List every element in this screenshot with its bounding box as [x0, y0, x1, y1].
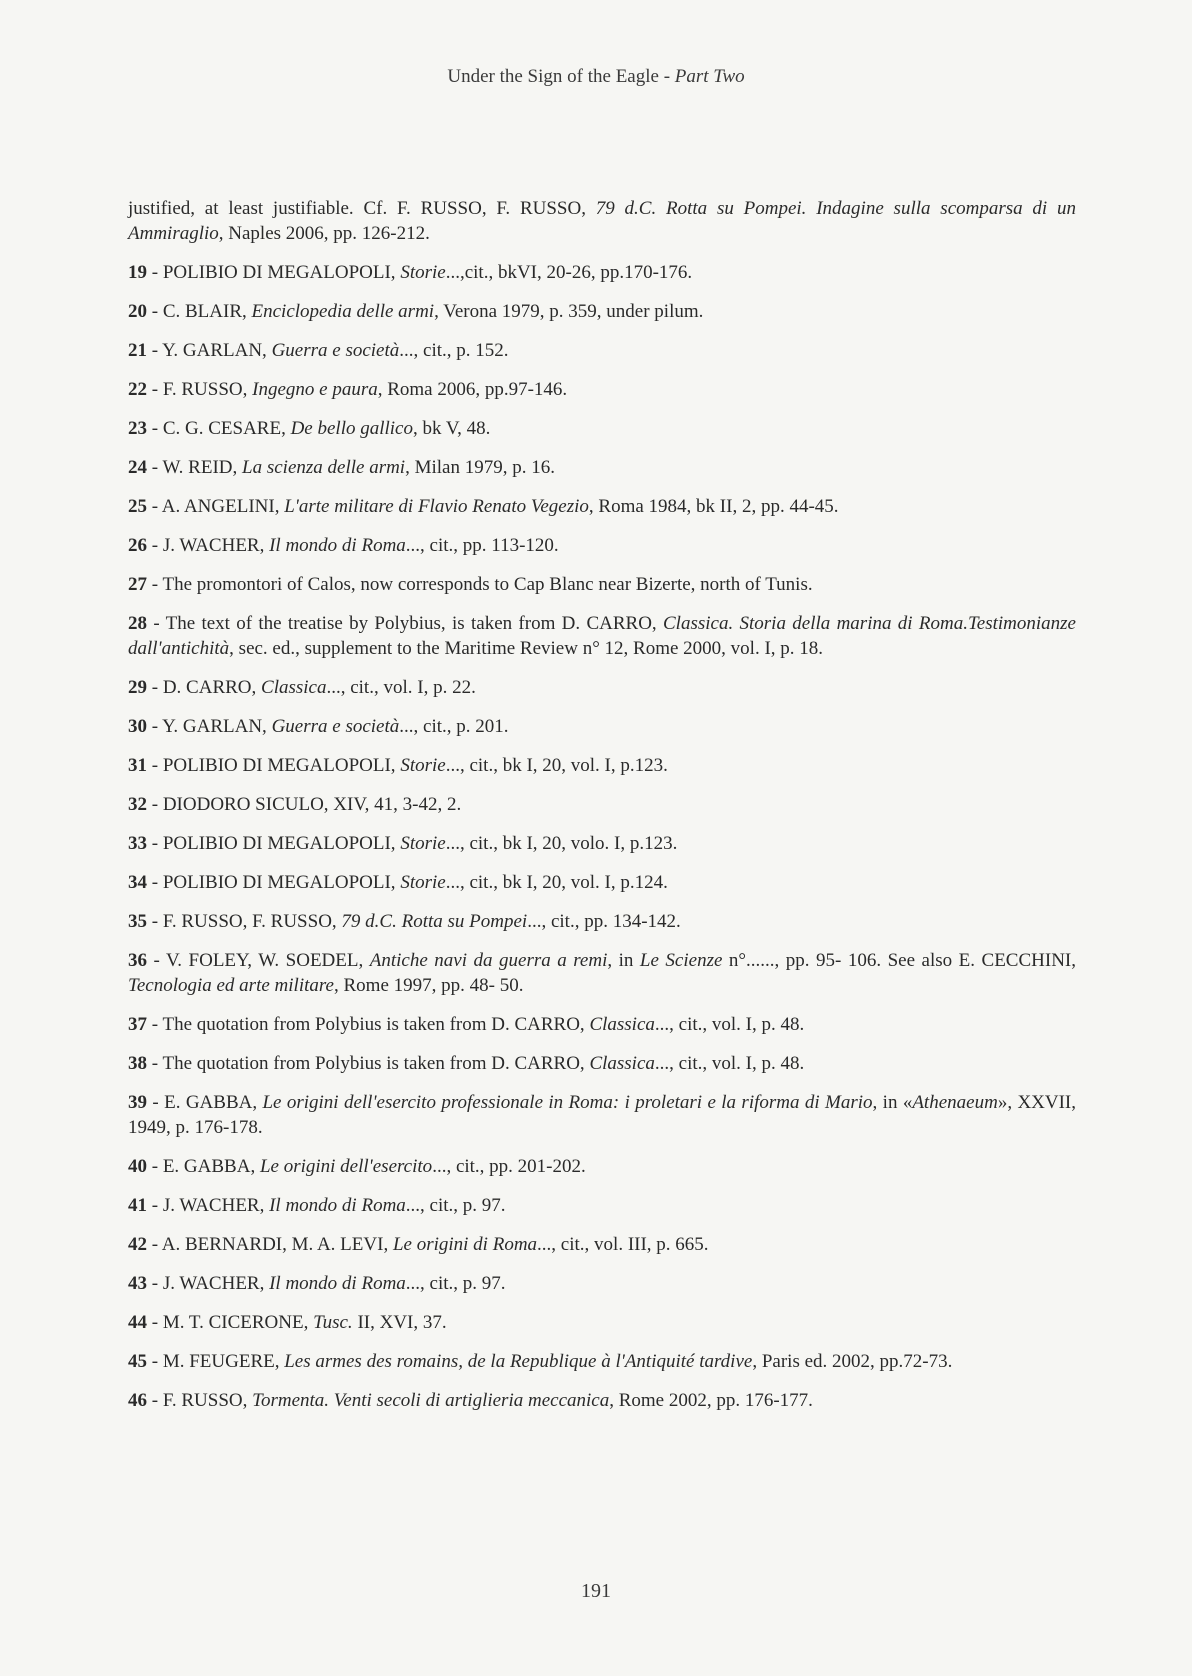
endnote-title: Tusc.	[313, 1312, 353, 1333]
endnote-title: La scienza delle armi	[242, 457, 406, 478]
endnote-number: 24	[128, 457, 147, 478]
endnote: 23 - C. G. CESARE, De bello gallico, bk V, 48.	[128, 418, 491, 439]
endnote: 20 - C. BLAIR, Enciclopedia delle armi, Verona 1979, p. 359, under pilum.	[128, 301, 704, 322]
endnote-number: 34	[128, 872, 147, 893]
endnote-text: M. T. CICERONE,	[162, 1312, 314, 1333]
part-label: Part Two	[674, 66, 745, 87]
endnote: 36 - V. FOLEY, W. SOEDEL, Antiche navi da guerra a remi, in Le Scienze n°......, pp. 95- 106. See also E. CECCHINI, Tecnologia ed arte militare, Rome 1997, pp. 48- 50.	[128, 950, 1076, 996]
endnote-number: 39	[128, 1092, 147, 1113]
endnote-title: Classica. Storia della marina di Roma.Testimonianze dall'antichità	[128, 613, 1076, 659]
endnote: 29 - D. CARRO, Classica..., cit., vol. I, p. 22.	[128, 677, 476, 698]
endnote-number: 35	[128, 911, 147, 932]
endnote-title: Il mondo di Roma	[269, 1273, 406, 1294]
endnote-text: Y. GARLAN,	[162, 340, 272, 361]
endnote-number: 33	[128, 833, 147, 854]
endnote: 44 - M. T. CICERONE, Tusc. II, XVI, 37.	[128, 1312, 447, 1333]
endnote-number: 44	[128, 1312, 147, 1333]
endnote-text: ..., cit., bk I, 20, vol. I, p.123.	[445, 755, 668, 776]
endnote-text: , Rome 1997, pp. 48- 50.	[334, 975, 524, 996]
endnote-number: 42	[128, 1234, 147, 1255]
endnote-text: The text of the treatise by Polybius, is taken from D. CARRO,	[165, 613, 663, 634]
endnote-title: Il mondo di Roma	[269, 535, 406, 556]
endnote	[128, 196, 1076, 246]
endnote-number: 29	[128, 677, 147, 698]
running-header	[0, 66, 1192, 88]
endnote-title: Enciclopedia delle armi	[251, 301, 435, 322]
endnote-number: 38	[128, 1053, 147, 1074]
endnote-text: POLIBIO DI MEGALOPOLI,	[162, 755, 401, 776]
endnote-number: 40	[128, 1156, 147, 1177]
endnote-text: , Naples 2006, pp. 126-212.	[218, 223, 430, 244]
endnote-number: 26	[128, 535, 147, 556]
endnote-number: 32	[128, 794, 147, 815]
endnote-number: 20	[128, 301, 147, 322]
endnote-text: ..., cit., pp. 134-142.	[527, 911, 681, 932]
endnote-text: , Milan 1979, p. 16.	[405, 457, 555, 478]
endnote: 30 - Y. GARLAN, Guerra e società..., cit., p. 201.	[128, 716, 509, 737]
endnote-text: J. WACHER,	[162, 1195, 270, 1216]
endnote-number: 21	[128, 340, 147, 361]
endnote-title: Antiche navi da guerra a remi	[369, 950, 608, 971]
endnote: 40 - E. GABBA, Le origini dell'esercito..., cit., pp. 201-202.	[128, 1156, 586, 1177]
endnote-title: Storie	[400, 262, 446, 283]
header-separator: -	[663, 66, 671, 87]
endnote-text: J. WACHER,	[162, 1273, 270, 1294]
endnote-number: 46	[128, 1390, 147, 1411]
endnote-number: 36	[128, 950, 147, 971]
endnote-title: Classica	[589, 1014, 655, 1035]
endnote: 26 - J. WACHER, Il mondo di Roma..., cit., pp. 113-120.	[128, 535, 559, 556]
endnote-title: Storie	[400, 872, 446, 893]
endnote-title: De bello gallico	[290, 418, 413, 439]
endnote-text: , Verona 1979, p. 359, under pilum.	[434, 301, 704, 322]
endnote-title: L'arte militare di Flavio Renato Vegezio	[284, 496, 589, 517]
endnote-text: F. RUSSO,	[162, 379, 253, 400]
endnote-text: justified, at least justifiable. Cf. F. RUSSO, F. RUSSO,	[128, 198, 596, 219]
endnote-title: Il mondo di Roma	[269, 1195, 406, 1216]
endnote-text: The promontori of Calos, now corresponds to Cap Blanc near Bizerte, north of Tunis.	[162, 574, 813, 595]
endnote-title: Guerra e società	[271, 716, 400, 737]
endnote: 39 - E. GABBA, Le origini dell'esercito professionale in Roma: i proletari e la riforma di Mario, in «Athenaeum», XXVII, 1949, p. 176-178.	[128, 1092, 1077, 1138]
endnote-number: 43	[128, 1273, 147, 1294]
endnote-text: , Roma 2006, pp.97-146.	[377, 379, 568, 400]
endnote-number: 28	[128, 613, 147, 634]
endnote-text: The quotation from Polybius is taken from D. CARRO,	[162, 1014, 590, 1035]
endnote-text: , in «	[872, 1092, 913, 1113]
endnote-text: A. BERNARDI, M. A. LEVI,	[161, 1234, 393, 1255]
endnote-title: Classica	[589, 1053, 655, 1074]
endnote-title: Le origini dell'esercito	[259, 1156, 433, 1177]
endnote-text: ..., cit., p. 152.	[399, 340, 509, 361]
endnote-text: , in	[607, 950, 640, 971]
endnote-text: POLIBIO DI MEGALOPOLI,	[162, 833, 401, 854]
endnote-text: ...,cit., bkVI, 20-26, pp.170-176.	[445, 262, 693, 283]
endnote-text: ..., cit., p. 201.	[399, 716, 509, 737]
endnote-title: Les armes des romains, de la Republique à l'Antiquité tardive	[284, 1351, 753, 1372]
endnote-title: Storie	[400, 755, 446, 776]
endnote-title: Le origini di Roma	[392, 1234, 538, 1255]
endnote-title: 79 d.C. Rotta su Pompei. Indagine sulla scomparsa di un Ammiraglio	[128, 198, 1076, 244]
endnote-text: F. RUSSO, F. RUSSO,	[162, 911, 342, 932]
endnote: 21 - Y. GARLAN, Guerra e società..., cit., p. 152.	[128, 340, 509, 361]
endnote-text: J. WACHER,	[162, 535, 270, 556]
endnote-text: The quotation from Polybius is taken from D. CARRO,	[162, 1053, 590, 1074]
endnote-text: ..., cit., p. 97.	[405, 1273, 506, 1294]
endnote-text: ..., cit., bk I, 20, volo. I, p.123.	[445, 833, 678, 854]
endnote-text: ..., cit., p. 97.	[405, 1195, 506, 1216]
endnote-number: 23	[128, 418, 147, 439]
endnote-number: 30	[128, 716, 147, 737]
endnote-number: 27	[128, 574, 147, 595]
endnote-text: D. CARRO,	[162, 677, 262, 698]
endnote: 43 - J. WACHER, Il mondo di Roma..., cit., p. 97.	[128, 1273, 506, 1294]
endnote: 38 - The quotation from Polybius is taken from D. CARRO, Classica..., cit., vol. I, p. 48.	[128, 1053, 805, 1074]
endnote-text: ..., cit., vol. I, p. 48.	[654, 1053, 805, 1074]
endnote-number: 45	[128, 1351, 147, 1372]
endnote-text: F. RUSSO,	[162, 1390, 253, 1411]
endnote-text: POLIBIO DI MEGALOPOLI,	[162, 872, 401, 893]
endnote-text: POLIBIO DI MEGALOPOLI,	[162, 262, 401, 283]
endnote: 27 - The promontori of Calos, now corresponds to Cap Blanc near Bizerte, north of Tunis.	[128, 574, 813, 595]
endnote-text: II, XVI, 37.	[352, 1312, 447, 1333]
endnote-title: 79 d.C. Rotta su Pompei	[341, 911, 528, 932]
endnote-text: , bk V, 48.	[413, 418, 491, 439]
endnote: 37 - The quotation from Polybius is taken from D. CARRO, Classica..., cit., vol. I, p. 48.	[128, 1014, 805, 1035]
endnote-text: A. ANGELINI,	[161, 496, 285, 517]
endnotes-list	[128, 196, 1076, 1427]
endnote-number: 22	[128, 379, 147, 400]
endnote-text: ..., cit., pp. 113-120.	[405, 535, 559, 556]
endnote: 19 - POLIBIO DI MEGALOPOLI, Storie...,cit., bkVI, 20-26, pp.170-176.	[128, 262, 693, 283]
endnote: 46 - F. RUSSO, Tormenta. Venti secoli di artiglieria meccanica, Rome 2002, pp. 176-177.	[128, 1390, 813, 1411]
page-number: 191	[581, 1580, 611, 1602]
endnote-text: , Rome 2002, pp. 176-177.	[609, 1390, 813, 1411]
endnote-title: Storie	[400, 833, 446, 854]
endnote: 32 - DIODORO SICULO, XIV, 41, 3-42, 2.	[128, 794, 462, 815]
endnote-title: Tormenta. Venti secoli di artiglieria meccanica	[252, 1390, 610, 1411]
endnote-text: ..., cit., vol. I, p. 48.	[654, 1014, 805, 1035]
endnote-title: Guerra e società	[271, 340, 400, 361]
endnote-text: E. GABBA,	[162, 1156, 260, 1177]
endnote: 34 - POLIBIO DI MEGALOPOLI, Storie..., cit., bk I, 20, vol. I, p.124.	[128, 872, 668, 893]
endnote-text: , sec. ed., supplement to the Maritime Review n° 12, Rome 2000, vol. I, p. 18.	[229, 638, 824, 659]
endnote-number: 41	[128, 1195, 147, 1216]
endnote: 33 - POLIBIO DI MEGALOPOLI, Storie..., cit., bk I, 20, volo. I, p.123.	[128, 833, 678, 854]
book-title: Under the Sign of the Eagle	[447, 66, 659, 87]
endnote-title: Le origini dell'esercito professionale in Roma: i proletari e la riforma di Mario	[262, 1092, 873, 1113]
endnote-text: , Roma 1984, bk II, 2, pp. 44-45.	[588, 496, 839, 517]
endnote: 28 - The text of the treatise by Polybius, is taken from D. CARRO, Classica. Storia della marina di Roma.Testimonianze dall'antichità, sec. ed., supplement to the Maritime Review n° 12, Rome 2000, vol. I, p. 18.	[128, 613, 1076, 659]
endnote-text: ..., cit., pp. 201-202.	[432, 1156, 586, 1177]
endnote-number: 19	[128, 262, 147, 283]
endnote: 35 - F. RUSSO, F. RUSSO, 79 d.C. Rotta su Pompei..., cit., pp. 134-142.	[128, 911, 681, 932]
endnote-number: 31	[128, 755, 147, 776]
endnote-text: , Paris ed. 2002, pp.72-73.	[752, 1351, 953, 1372]
endnote: 25 - A. ANGELINI, L'arte militare di Flavio Renato Vegezio, Roma 1984, bk II, 2, pp. 44-45.	[128, 496, 839, 517]
endnote-text: n°......, pp. 95- 106. See also E. CECCHINI,	[722, 950, 1076, 971]
endnote-number: 25	[128, 496, 147, 517]
endnote: 22 - F. RUSSO, Ingegno e paura, Roma 2006, pp.97-146.	[128, 379, 568, 400]
endnote-text: E. GABBA,	[164, 1092, 263, 1113]
endnote: 41 - J. WACHER, Il mondo di Roma..., cit., p. 97.	[128, 1195, 506, 1216]
endnote-text: C. BLAIR,	[162, 301, 252, 322]
endnote: 42 - A. BERNARDI, M. A. LEVI, Le origini di Roma..., cit., vol. III, p. 665.	[128, 1234, 709, 1255]
endnote-title: Ingegno e paura	[252, 379, 378, 400]
endnote-text: Y. GARLAN,	[162, 716, 272, 737]
endnote: 45 - M. FEUGERE, Les armes des romains, de la Republique à l'Antiquité tardive, Paris ed. 2002, pp.72-73.	[128, 1351, 953, 1372]
endnote: 24 - W. REID, La scienza delle armi, Milan 1979, p. 16.	[128, 457, 555, 478]
endnote: 31 - POLIBIO DI MEGALOPOLI, Storie..., cit., bk I, 20, vol. I, p.123.	[128, 755, 668, 776]
endnote-text: DIODORO SICULO, XIV, 41, 3-42, 2.	[162, 794, 462, 815]
endnote-text: C. G. CESARE,	[162, 418, 291, 439]
endnote-title: Le Scienze	[639, 950, 723, 971]
endnote-title: Athenaeum	[912, 1092, 998, 1113]
endnote-title: Tecnologia ed arte militare	[128, 975, 334, 996]
endnote-text: V. FOLEY, W. SOEDEL,	[166, 950, 370, 971]
endnote-text: », XXVII, 1949, p. 176-178.	[128, 1092, 1077, 1138]
endnote-text: ..., cit., bk I, 20, vol. I, p.124.	[445, 872, 668, 893]
endnote-text: M. FEUGERE,	[162, 1351, 285, 1372]
endnote-text: ..., cit., vol. I, p. 22.	[326, 677, 476, 698]
endnote-text: W. REID,	[162, 457, 243, 478]
endnote-number: 37	[128, 1014, 147, 1035]
endnote-title: Classica	[261, 677, 327, 698]
endnote-text: ..., cit., vol. III, p. 665.	[537, 1234, 709, 1255]
